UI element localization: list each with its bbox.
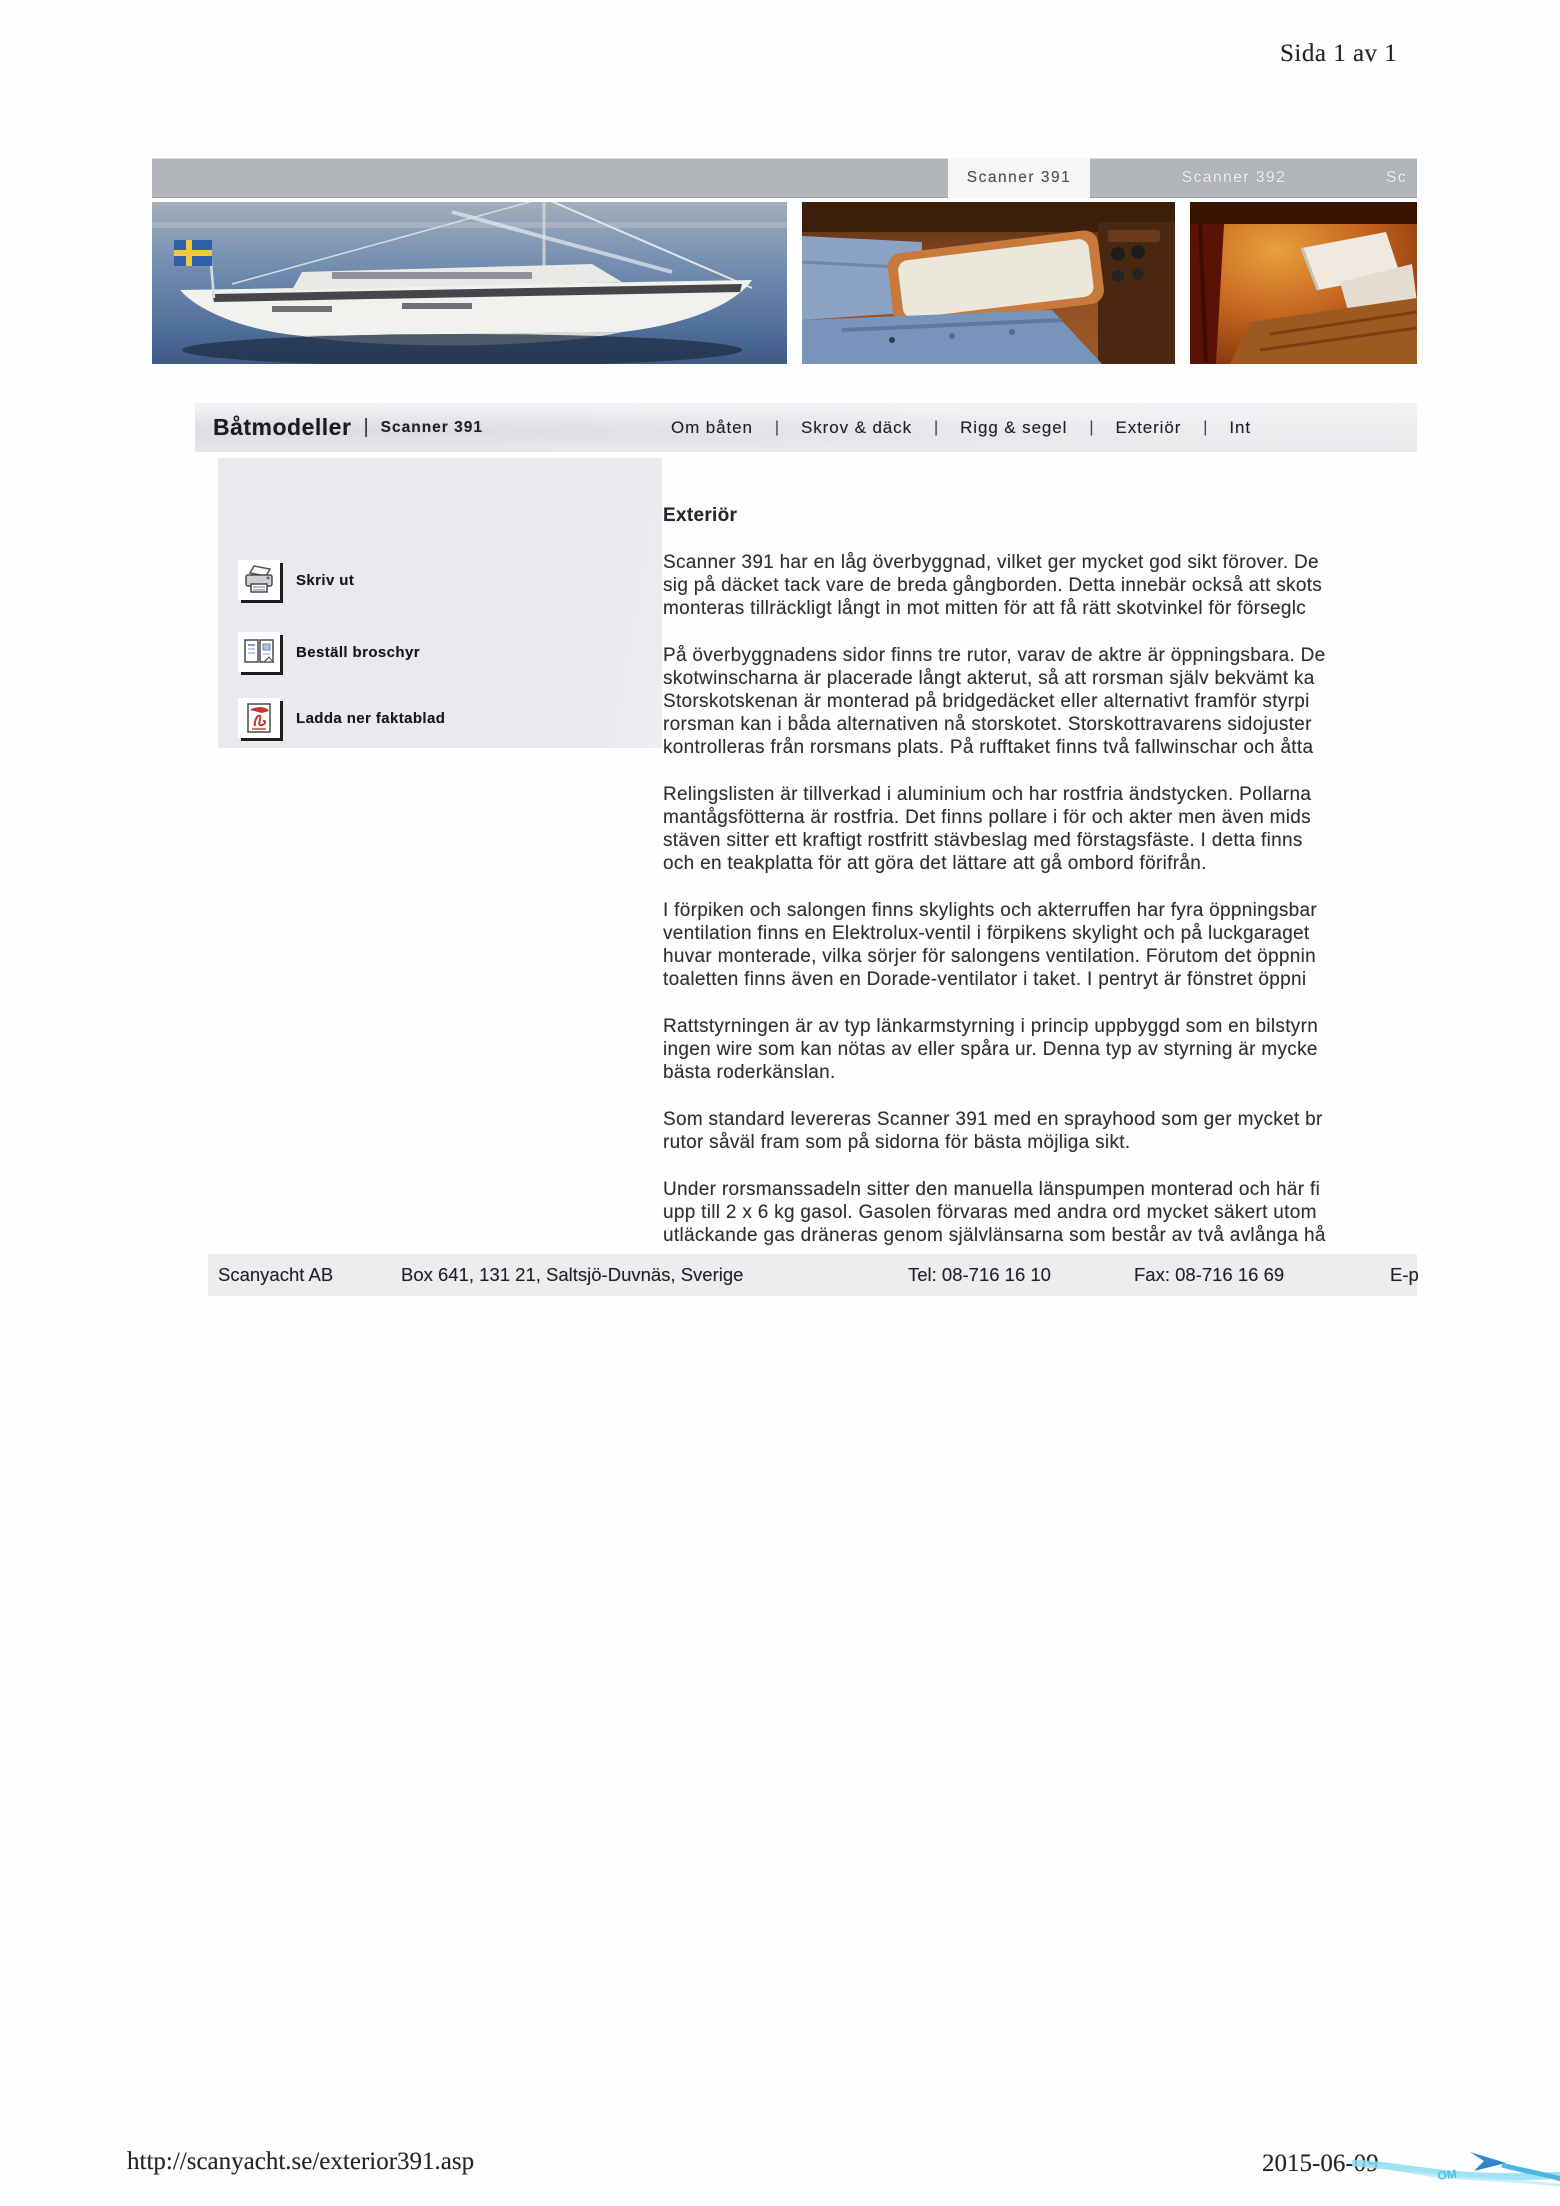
text-line: sig på däcket tack vare de breda gångborden. Detta innebär också att skots [663, 575, 1323, 596]
model-banner [152, 158, 1417, 364]
banner-photos [152, 202, 1417, 364]
print-action-label: Skriv ut [296, 571, 355, 589]
paragraph [663, 1178, 1418, 1247]
article-paragraphs [663, 551, 1418, 1247]
text-line: skotwinscharna är placerade långt akterut, så att rorsman själv bekvämt ka [663, 668, 1315, 689]
text-line: Under rorsmanssadeln sitter den manuella länspumpen monterad och här fi [663, 1179, 1321, 1200]
breadcrumb-model: Scanner 391 [380, 418, 483, 436]
text-line: utläckande gas dräneras genom självlänsarna som består av två avlånga hå [663, 1225, 1326, 1246]
download-factsheet-label: Ladda ner faktablad [296, 709, 446, 727]
text-line: I förpiken och salongen finns skylights och akterruffen har fyra öppningsbar [663, 900, 1318, 921]
paragraph [663, 783, 1418, 875]
company-address: Box 641, 131 21, Saltsjö-Duvnäs, Sverige [401, 1264, 744, 1285]
sidebar-panel [218, 458, 662, 748]
nav-separator: | [1203, 418, 1208, 436]
text-line: ventilation finns en Elektrolux-ventil i förpikens skylight och på luckgaraget [663, 923, 1310, 944]
nav-item-skrov-dack[interactable]: Skrov & däck [801, 417, 912, 437]
text-line: toaletten finns även en Dorade-ventilator i taket. I pentryt är fönstret öppni [663, 969, 1307, 990]
company-phone: Tel: 08-716 16 10 [908, 1264, 1051, 1285]
brochure-icon [238, 632, 280, 672]
text-line: Storskotskenan är monterad på bridgedäcket eller alternativt framför styrpi [663, 691, 1310, 712]
tab-scanner-cut[interactable]: Sc [1386, 169, 1408, 186]
printed-date: 2015-06-09 [1262, 2150, 1379, 2177]
text-line: Scanner 391 har en låg överbyggnad, vilket ger mycket god sikt förover. De [663, 552, 1319, 573]
company-name: Scanyacht AB [218, 1264, 334, 1285]
nav-separator: | [933, 418, 939, 436]
breadcrumb-separator: | [363, 416, 369, 438]
page-number-label: Sida 1 av 1 [1280, 40, 1398, 67]
watermark-swoosh [1352, 2138, 1560, 2206]
text-line: rorsman kan i båda alternativen nå storskotet. Storskottravarens sidojuster [663, 714, 1312, 735]
text-line: mantågsfötterna är rostfria. Det finns pollare i för och akter men även mids [663, 807, 1311, 828]
text-line: upp till 2 x 6 kg gasol. Gasolen förvaras med andra ord mycket säkert utom [663, 1202, 1317, 1223]
nav-item-exterior[interactable]: Exteriör [1115, 417, 1182, 437]
text-line: huvar monterade, vilka sörjer för salongens ventilation. Förutom det öppnin [663, 946, 1317, 967]
text-line: stäven sitter ett kraftigt rostfritt stävbeslag med förstagsfäste. I detta finns [663, 830, 1303, 851]
text-line: och en teakplatta för att göra det lättare att gå ombord förifrån. [663, 853, 1207, 874]
paragraph [663, 899, 1418, 991]
company-email-cut[interactable]: E-p [1390, 1264, 1419, 1285]
paragraph [663, 1015, 1418, 1084]
swedish-flag [174, 240, 212, 266]
printed-source-url: http://scanyacht.se/exterior391.asp [127, 2148, 475, 2175]
text-line: rutor såväl fram som på sidorna för bästa möjliga sikt. [663, 1132, 1131, 1153]
article-content [663, 504, 1418, 1247]
tab-scanner-391[interactable]: Scanner 391 [948, 158, 1090, 198]
pdf-icon [238, 698, 280, 738]
page-nav-menu [671, 418, 1251, 438]
cabin-photo [1190, 202, 1417, 364]
text-line: På överbyggnadens sidor finns tre rutor, varav de aktre är öppningsbara. De [663, 645, 1326, 666]
text-line: bästa roderkänslan. [663, 1062, 836, 1083]
text-line: ingen wire som kan nötas av eller spåra ur. Denna typ av styrning är mycke [663, 1039, 1318, 1060]
model-tab-bar [152, 158, 1417, 198]
paragraph [663, 644, 1418, 759]
section-nav-bar [195, 403, 1417, 452]
breadcrumb [213, 414, 483, 441]
paragraph [663, 1108, 1418, 1154]
sailboat-photo [152, 202, 787, 364]
breadcrumb-section[interactable]: Båtmodeller [213, 414, 352, 440]
printer-icon [238, 560, 280, 600]
nav-separator: | [1089, 418, 1094, 436]
nav-item-interior-cut[interactable]: Int [1229, 417, 1252, 437]
article-heading: Exteriör [663, 505, 738, 526]
print-action[interactable] [238, 560, 354, 600]
watermark-text: OM [1436, 2166, 1458, 2183]
company-fax: Fax: 08-716 16 69 [1134, 1264, 1285, 1285]
order-brochure-label: Beställ broschyr [296, 643, 420, 661]
contact-footer [208, 1254, 1417, 1296]
nav-item-rigg-segel[interactable]: Rigg & segel [960, 417, 1068, 437]
nav-item-om-baten[interactable]: Om båten [671, 417, 753, 437]
tab-scanner-392[interactable]: Scanner 392 [1181, 169, 1287, 186]
order-brochure-action[interactable] [238, 632, 420, 672]
text-line: Som standard levereras Scanner 391 med en sprayhood som ger mycket br [663, 1109, 1323, 1130]
text-line: Relingslisten är tillverkad i aluminium och har rostfria ändstycken. Pollarna [663, 784, 1312, 805]
text-line: monteras tillräckligt långt in mot mitten för att få rätt skotvinkel för förseglc [663, 598, 1307, 619]
paragraph [663, 551, 1418, 620]
text-line: Rattstyrningen är av typ länkarmstyrning i princip uppbyggd som en bilstyrn [663, 1016, 1319, 1037]
salon-photo [802, 202, 1175, 364]
nav-separator: | [774, 418, 780, 436]
download-factsheet-action[interactable] [238, 698, 445, 738]
text-line: kontrolleras från rorsmans plats. På rufftaket finns två fallwinschar och åtta [663, 737, 1314, 758]
